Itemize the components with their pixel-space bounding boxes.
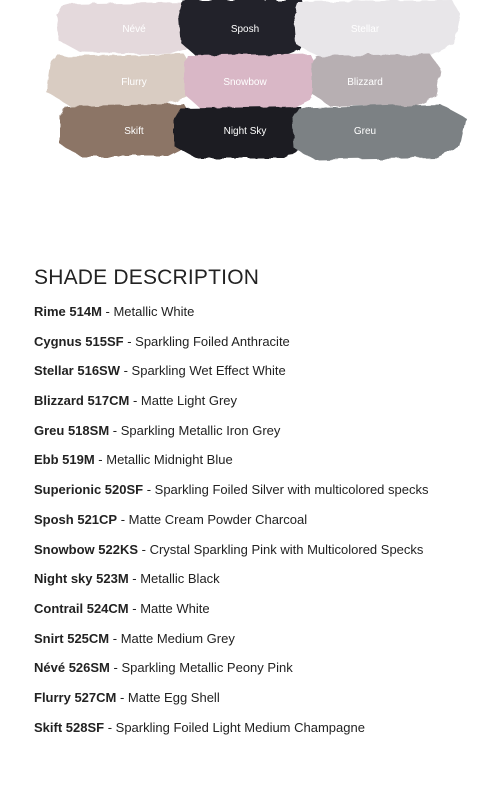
shade-description: - Matte Cream Powder Charcoal <box>117 511 308 527</box>
shade-description: - Matte Light Grey <box>129 393 238 409</box>
swatch-greu <box>292 104 466 160</box>
shade-description: - Metallic Black <box>128 571 220 587</box>
shade-description: - Matte Egg Shell <box>116 689 220 705</box>
shade-description: - Sparkling Foiled Silver with multicolored specks <box>143 482 429 498</box>
shade-description: - Crystal Sparkling Pink with Multicolored Specks <box>138 541 424 557</box>
swatch-flurry-smear <box>46 54 192 106</box>
swatch-stellar <box>294 0 460 56</box>
swatch-blizzard-label: Blizzard <box>347 77 383 88</box>
shade-description: - Sparkling Foiled Anthracite <box>123 333 290 349</box>
list-item <box>34 452 484 482</box>
swatch-sposh <box>178 0 306 58</box>
shade-name: Névé 526SM <box>34 660 110 676</box>
shade-name: Superionic 520SF <box>34 482 144 498</box>
swatch-blizzard <box>312 54 440 106</box>
swatch-flurry-label: Flurry <box>121 77 147 88</box>
list-item <box>34 601 484 631</box>
swatch-stellar-label: Stellar <box>350 24 380 35</box>
shade-description: - Sparkling Metallic Iron Grey <box>109 422 281 438</box>
shade-name: Cygnus 515SF <box>34 333 124 349</box>
shade-name: Night sky 523M <box>34 571 129 587</box>
shade-name: Flurry 527CM <box>34 689 117 705</box>
list-item <box>34 363 484 393</box>
list-item <box>34 482 484 512</box>
shade-name: Rime 514M <box>34 304 102 319</box>
shade-description: - Matte White <box>128 600 210 616</box>
shade-description: - Metallic Midnight Blue <box>94 452 233 468</box>
list-item <box>34 660 484 690</box>
list-item <box>34 571 484 601</box>
swatch-skift-label: Skift <box>124 126 144 137</box>
list-item <box>34 690 484 720</box>
swatch-skift <box>60 104 192 156</box>
shade-name: Snirt 525CM <box>34 630 110 646</box>
list-item <box>34 334 484 364</box>
swatch-night-sky-label: Night Sky <box>223 126 267 137</box>
swatch-greu-smear <box>292 104 466 160</box>
shade-name: Sposh 521CP <box>34 511 118 527</box>
swatch-neve-label: Névé <box>122 24 146 35</box>
shade-name: Stellar 516SW <box>34 363 120 379</box>
shade-description: - Matte Medium Grey <box>109 630 235 646</box>
shade-description: - Sparkling Wet Effect White <box>120 363 286 379</box>
swatch-neve <box>56 2 200 54</box>
list-item <box>34 512 484 542</box>
shade-description: - Metallic White <box>101 304 195 319</box>
swatch-flurry <box>46 54 192 106</box>
shade-name: Skift 528SF <box>34 719 105 735</box>
shade-list <box>34 304 484 749</box>
shade-name: Snowbow 522KS <box>34 541 139 557</box>
swatch-sposh-label: Sposh <box>230 24 260 35</box>
swatch-snowbow-label: Snowbow <box>223 77 267 88</box>
swatch-snowbow <box>184 54 318 108</box>
list-item <box>34 423 484 453</box>
shade-name: Contrail 524CM <box>34 600 129 616</box>
shade-name: Ebb 519M <box>34 452 95 468</box>
swatch-night-sky <box>174 106 306 158</box>
shade-description: - Sparkling Metallic Peony Pink <box>109 660 293 676</box>
list-item <box>34 393 484 423</box>
shade-name: Blizzard 517CM <box>34 393 130 409</box>
list-item <box>34 720 484 750</box>
section-title: SHADE DESCRIPTION <box>34 266 260 289</box>
palette-swatch-image <box>0 0 500 170</box>
list-item <box>34 542 484 572</box>
list-item <box>34 304 484 334</box>
shade-description: - Sparkling Foiled Light Medium Champagne <box>104 719 365 735</box>
shade-name: Greu 518SM <box>34 422 110 438</box>
palette-svg <box>0 0 500 170</box>
swatch-greu-label: Greu <box>353 126 377 137</box>
list-item <box>34 631 484 661</box>
